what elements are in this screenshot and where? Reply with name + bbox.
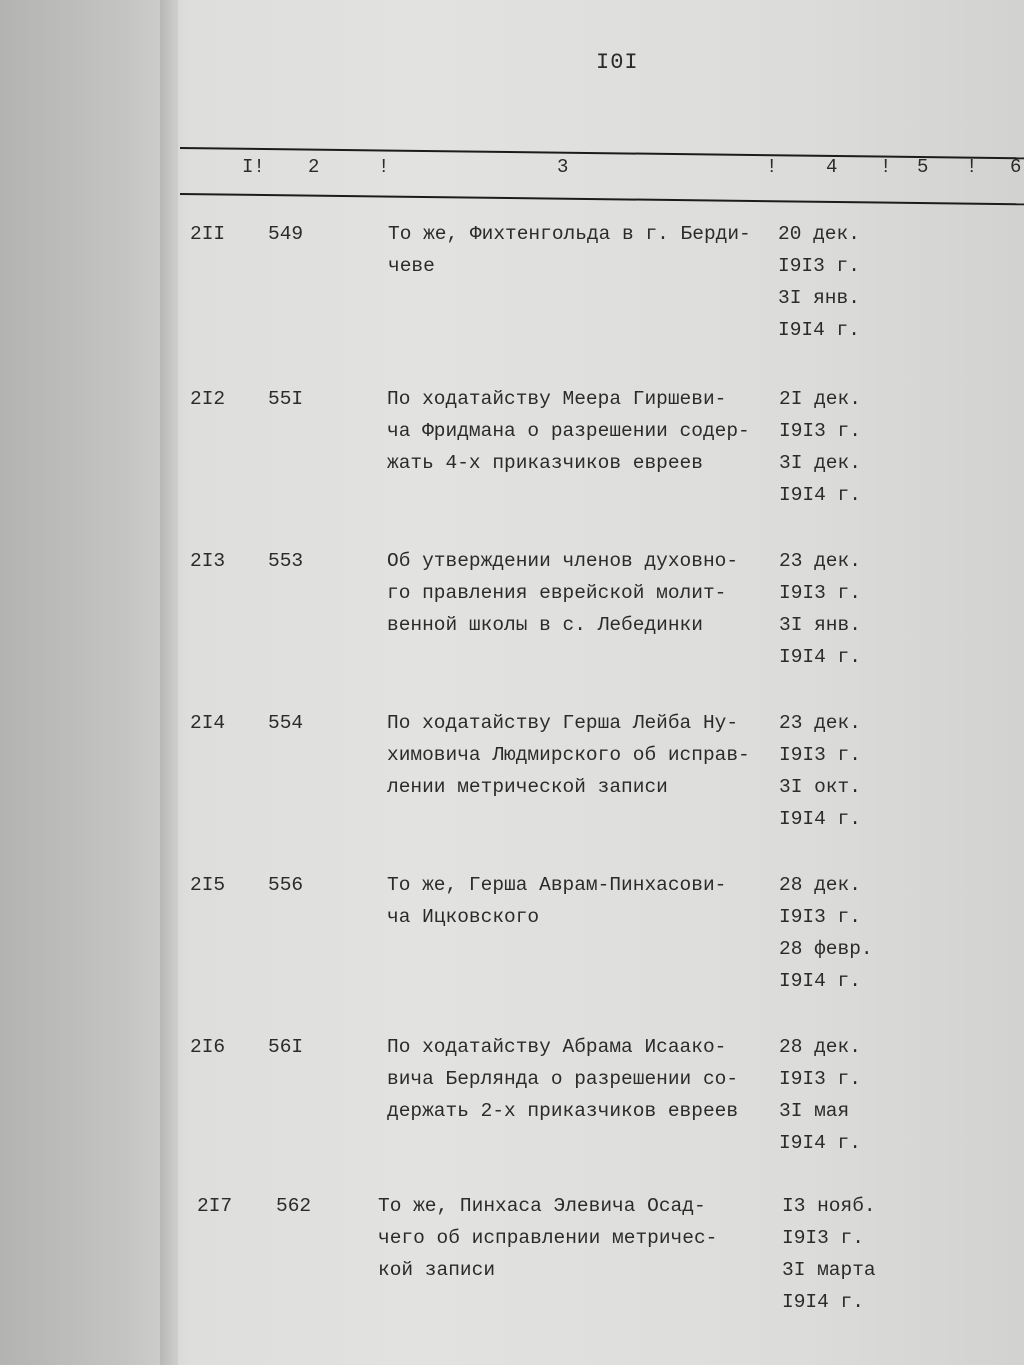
date-line: 3I марта xyxy=(782,1259,876,1281)
file-number: 56I xyxy=(268,1036,304,1058)
date-line: 23 дек. xyxy=(779,712,861,734)
entry-description xyxy=(387,707,750,803)
header-separator: ! xyxy=(880,156,892,178)
header-separator: ! xyxy=(966,156,978,178)
entry-description xyxy=(387,869,726,933)
description-line: ча Ицковского xyxy=(387,906,540,928)
entry-number: 2I3 xyxy=(190,550,226,572)
entry-number: 2II xyxy=(190,223,226,245)
date-line: 28 дек. xyxy=(779,1036,861,1058)
date-line: I9I3 г. xyxy=(779,1068,861,1090)
header-separator: ! xyxy=(378,156,390,178)
description-line: лении метрической записи xyxy=(387,776,668,798)
entry-dates xyxy=(779,383,861,511)
entry-dates xyxy=(779,869,873,997)
page-number: I0I xyxy=(596,50,639,75)
entry-description xyxy=(388,218,751,282)
date-line: 28 февр. xyxy=(779,938,873,960)
file-number: 553 xyxy=(268,550,304,572)
description-line: То же, Пинхаса Элевича Осад- xyxy=(378,1195,706,1217)
entry-description xyxy=(387,383,750,479)
date-line: I9I4 г. xyxy=(779,970,861,992)
date-line: I9I4 г. xyxy=(779,1132,861,1154)
entry-description xyxy=(387,1031,738,1127)
header-col3: 3 xyxy=(557,156,569,178)
description-line: вича Берлянда о разрешении со- xyxy=(387,1068,739,1090)
file-number: 562 xyxy=(276,1195,312,1217)
description-line: По ходатайству Герша Лейба Ну- xyxy=(387,712,739,734)
book-gutter xyxy=(160,0,190,1365)
description-line: химовича Людмирского об исправ- xyxy=(387,744,750,766)
facing-page xyxy=(0,0,178,1365)
description-line: По ходатайству Абрама Исаако- xyxy=(387,1036,727,1058)
entry-dates xyxy=(779,707,861,835)
file-number: 556 xyxy=(268,874,304,896)
date-line: I9I4 г. xyxy=(779,808,861,830)
table-header-rule xyxy=(180,193,1024,206)
header-separator: ! xyxy=(766,156,778,178)
date-line: I9I4 г. xyxy=(779,646,861,668)
description-line: ча Фридмана о разрешении содер- xyxy=(387,420,750,442)
date-line: 3I дек. xyxy=(779,452,861,474)
header-col5: 5 xyxy=(917,156,929,178)
entry-dates xyxy=(779,545,861,673)
entry-number: 2I6 xyxy=(190,1036,226,1058)
entry-dates xyxy=(778,218,860,346)
date-line: I9I3 г. xyxy=(778,255,860,277)
date-line: 2I дек. xyxy=(779,388,861,410)
date-line: I9I4 г. xyxy=(778,319,860,341)
date-line: 28 дек. xyxy=(779,874,861,896)
header-col4: 4 xyxy=(826,156,838,178)
entry-description xyxy=(378,1190,717,1286)
file-number: 55I xyxy=(268,388,304,410)
entry-dates xyxy=(782,1190,876,1318)
date-line: I9I3 г. xyxy=(779,906,861,928)
file-number: 549 xyxy=(268,223,304,245)
date-line: I9I4 г. xyxy=(779,484,861,506)
table-header xyxy=(0,156,1024,186)
date-line: 3I янв. xyxy=(778,287,860,309)
date-line: I3 нояб. xyxy=(782,1195,876,1217)
date-line: 20 дек. xyxy=(778,223,860,245)
header-col6: 6 xyxy=(1010,156,1022,178)
entry-number: 2I7 xyxy=(197,1195,233,1217)
date-line: I9I4 г. xyxy=(782,1291,864,1313)
description-line: держать 2-х приказчиков евреев xyxy=(387,1100,739,1122)
date-line: I9I3 г. xyxy=(782,1227,864,1249)
date-line: I9I3 г. xyxy=(779,582,861,604)
entry-number: 2I2 xyxy=(190,388,226,410)
date-line: 3I окт. xyxy=(779,776,861,798)
date-line: I9I3 г. xyxy=(779,744,861,766)
entry-number: 2I5 xyxy=(190,874,226,896)
description-line: чеве xyxy=(388,255,435,277)
description-line: То же, Герша Аврам-Пинхасови- xyxy=(387,874,727,896)
date-line: 23 дек. xyxy=(779,550,861,572)
header-col2: 2 xyxy=(308,156,320,178)
description-line: кой записи xyxy=(378,1259,496,1281)
date-line: 3I янв. xyxy=(779,614,861,636)
description-line: Об утверждении членов духовно- xyxy=(387,550,739,572)
file-number: 554 xyxy=(268,712,304,734)
date-line: 3I мая xyxy=(779,1100,850,1122)
description-line: чего об исправлении метричес- xyxy=(378,1227,718,1249)
entry-dates xyxy=(779,1031,861,1159)
entry-number: 2I4 xyxy=(190,712,226,734)
header-col1: I! xyxy=(242,156,265,178)
description-line: По ходатайству Меера Гиршеви- xyxy=(387,388,727,410)
date-line: I9I3 г. xyxy=(779,420,861,442)
description-line: То же, Фихтенгольда в г. Берди- xyxy=(388,223,751,245)
entry-description xyxy=(387,545,738,641)
description-line: венной школы в с. Лебединки xyxy=(387,614,703,636)
description-line: жать 4-х приказчиков евреев xyxy=(387,452,703,474)
description-line: го правления еврейской молит- xyxy=(387,582,727,604)
